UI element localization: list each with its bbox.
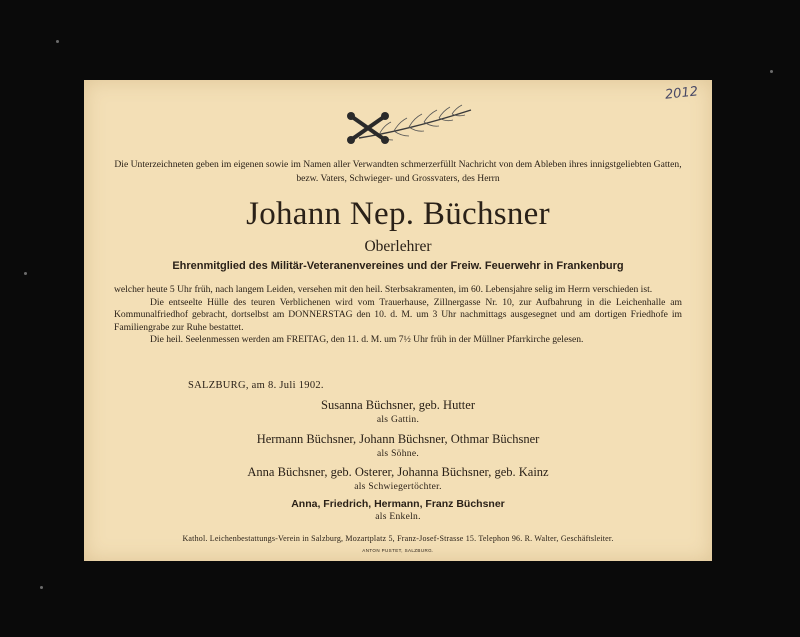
mourner-names: Hermann Büchsner, Johann Büchsner, Othmar Büchsner [256,432,540,446]
funeral-society-footer: Kathol. Leichenbestattungs-Verein in Salzburg, Mozartplatz 5, Franz-Josef-Strasse 15. Telephon 96. R. Walter, Geschäftsleiter. [182,534,614,543]
mourner-role: als Gattin. [376,415,420,425]
mourner-daughters-in-law [84,465,712,492]
archive-number: 2012 [664,84,699,103]
mourner-role: als Enkeln. [375,512,421,522]
funeral-paragraph: Die entseelte Hülle des teuren Verblichenen wird vom Trauerhause, Zillnergasse Nr. 10, zur Aufbahrung in die Leichenhalle am Kommunalfriedhof gebracht, dortselbst am DONNERSTAG den 10. d. M. um 3 Uhr nachmittags ausgesegnet und am dortigen Friedhofe im Familiengrabe zur Ruhe bestattet. [114,296,682,333]
cross-palm-icon [339,100,479,150]
mourner-grandchildren [84,498,712,522]
deceased-title: Oberlehrer [364,238,432,255]
dust-speck [40,586,43,589]
mass-paragraph: Die heil. Seelenmessen werden am FREITAG, den 11. d. M. um 7½ Uhr früh in der Müllner Pfarrkirche gelesen. [150,334,584,345]
mourner-names: Anna Büchsner, geb. Osterer, Johanna Büchsner, geb. Kainz [247,465,549,479]
death-paragraph: welcher heute 5 Uhr früh, nach langem Leiden, versehen mit den heil. Sterbsakramenten, im 60. Lebensjahre selig im Herrn verschieden ist. [114,284,653,295]
mourner-role: als Söhne. [376,449,420,459]
mourner-role: als Schwiegertöchter. [354,482,442,492]
mourner-names: Susanna Büchsner, geb. Hutter [321,398,475,412]
intro-text: Die Unterzeichneten geben im eigenen sowie im Namen aller Verwandten schmerzerfüllt Nachricht von dem Ableben ihres innigstgeliebten Gatten, bezw. Vaters, Schwieger- und Grossvaters, des Herrn [114,159,682,184]
mourner-widow [84,398,712,425]
honorary-membership: Ehrenmitglied des Militär-Veteranenvereines und der Freiw. Feuerwehr in Frankenburg [172,260,624,272]
announcement-body [114,284,682,347]
obituary-card [84,80,712,561]
mourner-sons [84,432,712,459]
deceased-name: Johann Nep. Büchsner [246,196,550,232]
mourner-names: Anna, Friedrich, Hermann, Franz Büchsner [291,498,505,510]
dust-speck [770,70,773,73]
place-date: SALZBURG, am 8. Juli 1902. [188,380,324,391]
dust-speck [24,272,27,275]
printer-imprint: ANTON PUSTET, SALZBURG. [362,548,434,553]
dust-speck [56,40,59,43]
